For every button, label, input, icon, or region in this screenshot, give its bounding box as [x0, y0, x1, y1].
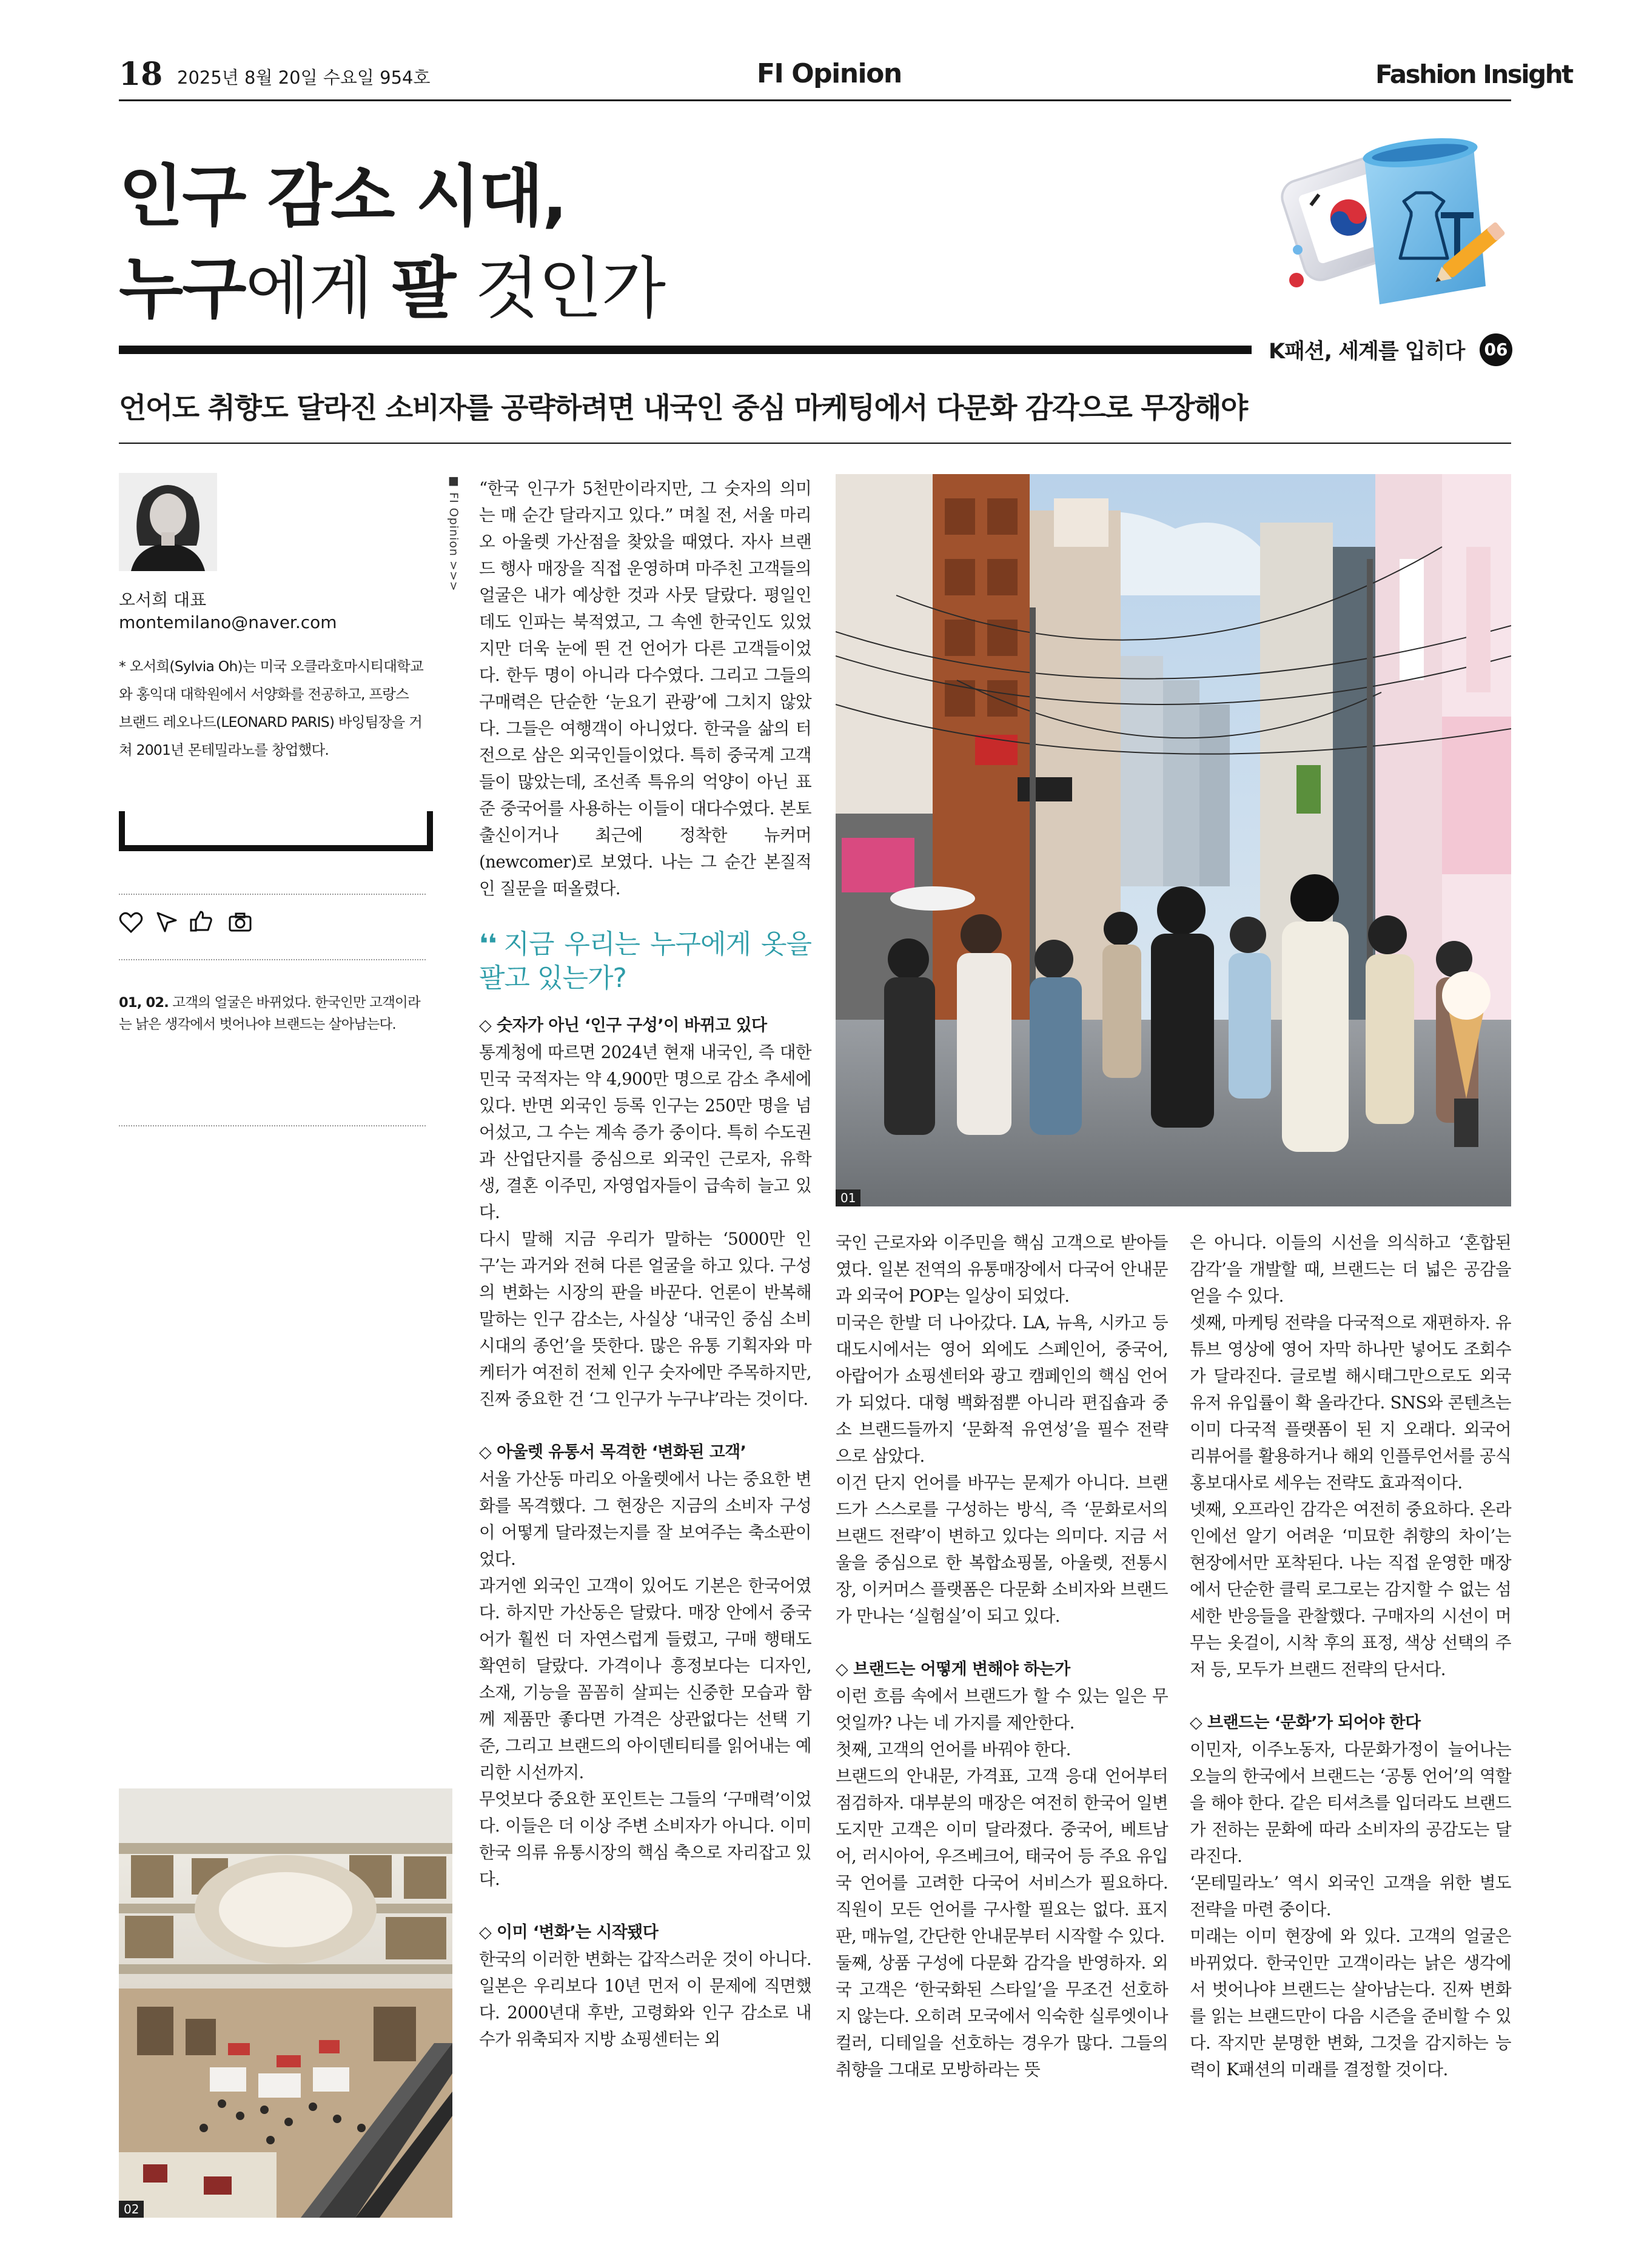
headline-bold-b: 팔: [392, 250, 455, 327]
headline-bold-a: 누구: [119, 250, 246, 327]
headline-light-b: 것인가: [455, 250, 665, 327]
photo-mall-atrium: [119, 1788, 452, 2218]
col2-p1: 국인 근로자와 이주민을 핵심 고객으로 받아들였다. 일본 전역의 유통매장에서 다국어 안내문과 외국어 POP는 일상이 되었다.: [836, 1233, 1168, 1306]
illustration-icon: [1261, 135, 1510, 316]
subtitle-rule: [119, 443, 1511, 444]
photo-street-scene: [836, 474, 1511, 1206]
column-3: [1190, 1229, 1511, 2083]
col3-p6: 미래는 이미 현장에 와 있다. 고객의 얼굴은 바뀌었다. 한국인만 고객이라는 낡은 생각에서 벗어나야 브랜드는 살아남는다. 진짜 변화를 읽는 브랜드만이 다음 시즌을 준비할 수 있다. 작지만 분명한 변화, 그것을 감지하는 능력이 K패션의 미래를 결정할 것이다.: [1190, 1926, 1511, 2079]
camera-icon[interactable]: [228, 912, 252, 932]
col1-intro: “한국 인구가 5천만이라지만, 그 숫자의 의미는 매 순간 달라지고 있다.” 며칠 전, 서울 마리오 아울렛 가산점을 찾았을 때였다. 자사 브랜드 행사 매장을 직접 운영하며 마주친 고객들의 얼굴은 내가 예상한 것과 사뭇 달랐다. 평일인데도 인파는 북적였고, 그 속엔 한국인도 있었지만 더욱 눈에 띈 건 언어가 다른 고객들이었다. 한두 명이 아니라 다수였다. 그리고 그들의 구매력은 단순한 ‘눈요기 관광’에 그치지 않았다. 그들은 여행객이 아니었다. 한국을 삶의 터전으로 삼은 외국인들이었다. 특히 중국계 고객들이 많았는데, 조선족 특유의 억양이 아닌 표준 중국어를 사용하는 이들이 대다수였다. 본토 출신이거나 최근에 정착한 뉴커머(newcomer)로 보였다. 나는 그 순간 본질적인 질문을 떠올렸다.: [479, 478, 811, 898]
heart-icon[interactable]: [119, 912, 143, 934]
photo-caption: [119, 992, 428, 1035]
header-rule: [119, 99, 1511, 101]
sidebar-divider-2: [119, 959, 426, 960]
column-1: [479, 475, 811, 2053]
series-rule: [119, 346, 1252, 354]
issue-date: 2025년 8월 20일 수요일 954호: [177, 67, 431, 88]
side-tag: ■ FI Opinion >>>: [447, 474, 460, 592]
col1-section3-p1: 한국의 이러한 변화는 갑작스러운 것이 아니다. 일본은 우리보다 10년 먼저 이 문제에 직면했다. 2000년대 후반, 고령화와 인구 감소로 내수가 위축되자 지방 쇼핑센터는 외: [479, 1949, 811, 2049]
column-2: [836, 1229, 1168, 2083]
col3-p1: 은 아니다. 이들의 시선을 의식하고 ‘혼합된 감각’을 개발할 때, 브랜드는 더 넓은 공감을 얻을 수 있다.: [1190, 1233, 1511, 1306]
col1-section3-title: ◇ 이미 ‘변화’는 시작됐다: [479, 1923, 659, 1942]
series-number-badge: 06: [1480, 333, 1512, 366]
bracket-divider: [119, 811, 433, 851]
page-number: 18: [119, 56, 163, 93]
quote-mark-icon: ❛❛: [479, 929, 497, 960]
col2-p5: 첫째, 고객의 언어를 바꿔야 한다.: [836, 1739, 1071, 1759]
col2-section4-title: ◇ 브랜드는 어떻게 변해야 하는가: [836, 1660, 1070, 1679]
col1-section2-title: ◇ 아울렛 유통서 목격한 ‘변화된 고객’: [479, 1443, 746, 1462]
pull-quote-text: 지금 우리는 누구에게 옷을 팔고 있는가?: [479, 929, 811, 994]
author-name: 오서희 대표: [119, 590, 207, 610]
subtitle: 언어도 취향도 달라진 소비자를 공략하려면 내국인 중심 마케팅에서 다문화 감각으로 무장해야: [119, 392, 1247, 425]
col1-section2-p3: 무엇보다 중요한 포인트는 그들의 ‘구매력’이었다. 이들은 더 이상 주변 소비자가 아니다. 이미 한국 의류 유통시장의 핵심 축으로 자리잡고 있다.: [479, 1789, 811, 1889]
col1-section1-p2: 다시 말해 지금 우리가 말하는 ‘5000만 인구’는 과거와 전혀 다른 얼굴을 하고 있다. 구성의 변화는 시장의 판을 바꾼다. 언론이 반복해 말하는 인구 감소는, 사실상 ‘내국인 중심 소비 시대의 종언’을 뜻한다. 많은 유통 기획자와 마케터가 여전히 전체 인구 숫자에만 주목하지만, 진짜 중요한 건 ‘그 인구가 누구냐’라는 것이다.: [479, 1229, 811, 1409]
share-icon[interactable]: [155, 911, 178, 934]
col1-section1-title: ◇ 숫자가 아닌 ‘인구 구성’이 바뀌고 있다: [479, 1016, 767, 1035]
author-photo: [119, 473, 217, 571]
caption-divider: [119, 1125, 426, 1126]
pull-quote: [479, 928, 811, 995]
caption-text: 고객의 얼굴은 바뀌었다. 한국인만 고객이라는 낡은 생각에서 벗어나야 브랜드는 살아남는다.: [119, 995, 420, 1032]
author-email[interactable]: montemilano@naver.com: [119, 612, 337, 632]
brand-logo: Fashion Insight: [1375, 59, 1572, 89]
series-label: K패션, 세계를 입히다: [1269, 340, 1465, 364]
col1-section2-p1: 서울 가산동 마리오 아울렛에서 나는 중요한 변화를 목격했다. 그 현장은 지금의 소비자 구성이 어떻게 달라졌는지를 잘 보여주는 축소판이었다.: [479, 1469, 811, 1569]
col1-section2-p2: 과거엔 외국인 고객이 있어도 기본은 한국어였다. 하지만 가산동은 달랐다. 매장 안에서 중국어가 훨씬 더 자연스럽게 들렸고, 구매 행태도 확연히 달랐다. 가격이나 흥정보다는 디자인, 소재, 기능을 꼼꼼히 살피는 신중한 모습과 함께 제품만 좋다면 가격은 상관없다는 선택 기준, 그리고 브랜드의 아이덴티티를 읽어내는 예리한 시선까지.: [479, 1576, 811, 1782]
headline-light-a: 에게: [245, 250, 392, 327]
col2-p3: 이건 단지 언어를 바꾸는 문제가 아니다. 브랜드가 스스로를 구성하는 방식, 즉 ‘문화로서의 브랜드 전략’이 변하고 있다는 의미다. 지금 서울을 중심으로 한 복합쇼핑몰, 아울렛, 전통시장, 이커머스 플랫폼은 다문화 소비자와 브랜드가 만나는 ‘실험실’이 되고 있다.: [836, 1473, 1168, 1626]
col2-p2: 미국은 한발 더 나아갔다. LA, 뉴욕, 시카고 등 대도시에서는 영어 외에도 스페인어, 중국어, 아랍어가 쇼핑센터와 광고 캠페인의 핵심 언어가 되었다. 대형 백화점뿐 아니라 편집숍과 중소 브랜드들까지 ‘문화적 유연성’을 필수 전략으로 삼았다.: [836, 1313, 1168, 1466]
section-title: FI Opinion: [757, 58, 902, 89]
col1-section1-p1: 통계청에 따르면 2024년 현재 내국인, 즉 대한민국 국적자는 약 4,900만 명으로 감소 추세에 있다. 반면 외국인 등록 인구는 250만 명을 넘어섰고, 그 수는 계속 증가 중이다. 특히 수도권과 산업단지를 중심으로 외국인 근로자, 유학생, 결혼 이주민, 자영업자들이 급속히 늘고 있다.: [479, 1042, 811, 1222]
headline-line1: 인구 감소 시대,: [119, 158, 566, 235]
col3-section5-title: ◇ 브랜드는 ‘문화’가 되어야 한다: [1190, 1713, 1421, 1732]
sidebar-divider: [119, 894, 426, 895]
col2-p6: 브랜드의 안내문, 가격표, 고객 응대 언어부터 점검하자. 대부분의 매장은 여전히 한국어 일변도지만 고객은 이미 달라졌다. 중국어, 베트남어, 러시아어, 우즈베크어, 태국어 등 주요 유입국 언어를 고려한 다국어 서비스가 필요하다. 직원이 모든 언어를 구사할 필요는 없다. 표지판, 매뉴얼, 간단한 안내문부터 시작할 수 있다.: [836, 1766, 1168, 1946]
like-icon[interactable]: [189, 909, 213, 934]
col3-p5: ‘몬테밀라노’ 역시 외국인 고객을 위한 별도 전략을 마련 중이다.: [1190, 1873, 1511, 1919]
col3-p2: 셋째, 마케팅 전략을 다국적으로 재편하자. 유튜브 영상에 영어 자막 하나만 넣어도 조회수가 달라진다. 글로벌 해시태그만으로도 외국 유저 유입률이 확 올라간다. SNS와 콘텐츠는 이미 다국적 플랫폼이 된 지 오래다. 외국어 리뷰어를 활용하거나 해외 인플루언서를 공식 홍보대사로 세우는 전략도 효과적이다.: [1190, 1313, 1511, 1493]
headline: [119, 150, 665, 335]
col2-p7: 둘째, 상품 구성에 다문화 감각을 반영하자. 외국 고객은 ‘한국화된 스타일’을 무조건 선호하지 않는다. 오히려 모국에서 익숙한 실루엣이나 컬러, 디테일을 선호하는 경우가 많다. 그들의 취향을 그대로 모방하라는 뜻: [836, 1953, 1168, 2079]
col2-p4: 이런 흐름 속에서 브랜드가 할 수 있는 일은 무엇일까? 나는 네 가지를 제안한다.: [836, 1686, 1168, 1733]
col3-p3: 넷째, 오프라인 감각은 여전히 중요하다. 온라인에선 알기 어려운 ‘미묘한 취향의 차이’는 현장에서만 포착된다. 나는 직접 운영한 매장에서 단순한 클릭 로그로는 감지할 수 없는 섬세한 반응들을 관찰했다. 구매자의 시선이 머무는 옷걸이, 시착 후의 표정, 색상 선택의 주저 등, 모두가 브랜드 전략의 단서다.: [1190, 1499, 1511, 1679]
headline-line2: [119, 243, 665, 335]
photo2-number: 02: [119, 2201, 144, 2218]
col3-p4: 이민자, 이주노동자, 다문화가정이 늘어나는 오늘의 한국에서 브랜드는 ‘공통 언어’의 역할을 해야 한다. 같은 티셔츠를 입더라도 브랜드가 전하는 문화에 따라 소비자의 공감도는 달라진다.: [1190, 1739, 1511, 1866]
author-bio: * 오서희(Sylvia Oh)는 미국 오클라호마시티대학교와 홍익대 대학원에서 서양화를 전공하고, 프랑스 브랜드 레오나드(LEONARD PARIS) 바잉팀장을 거쳐 2001년 몬테밀라노를 창업했다.: [119, 658, 423, 758]
photo1-number: 01: [836, 1189, 860, 1206]
caption-label: 01, 02.: [119, 995, 169, 1011]
